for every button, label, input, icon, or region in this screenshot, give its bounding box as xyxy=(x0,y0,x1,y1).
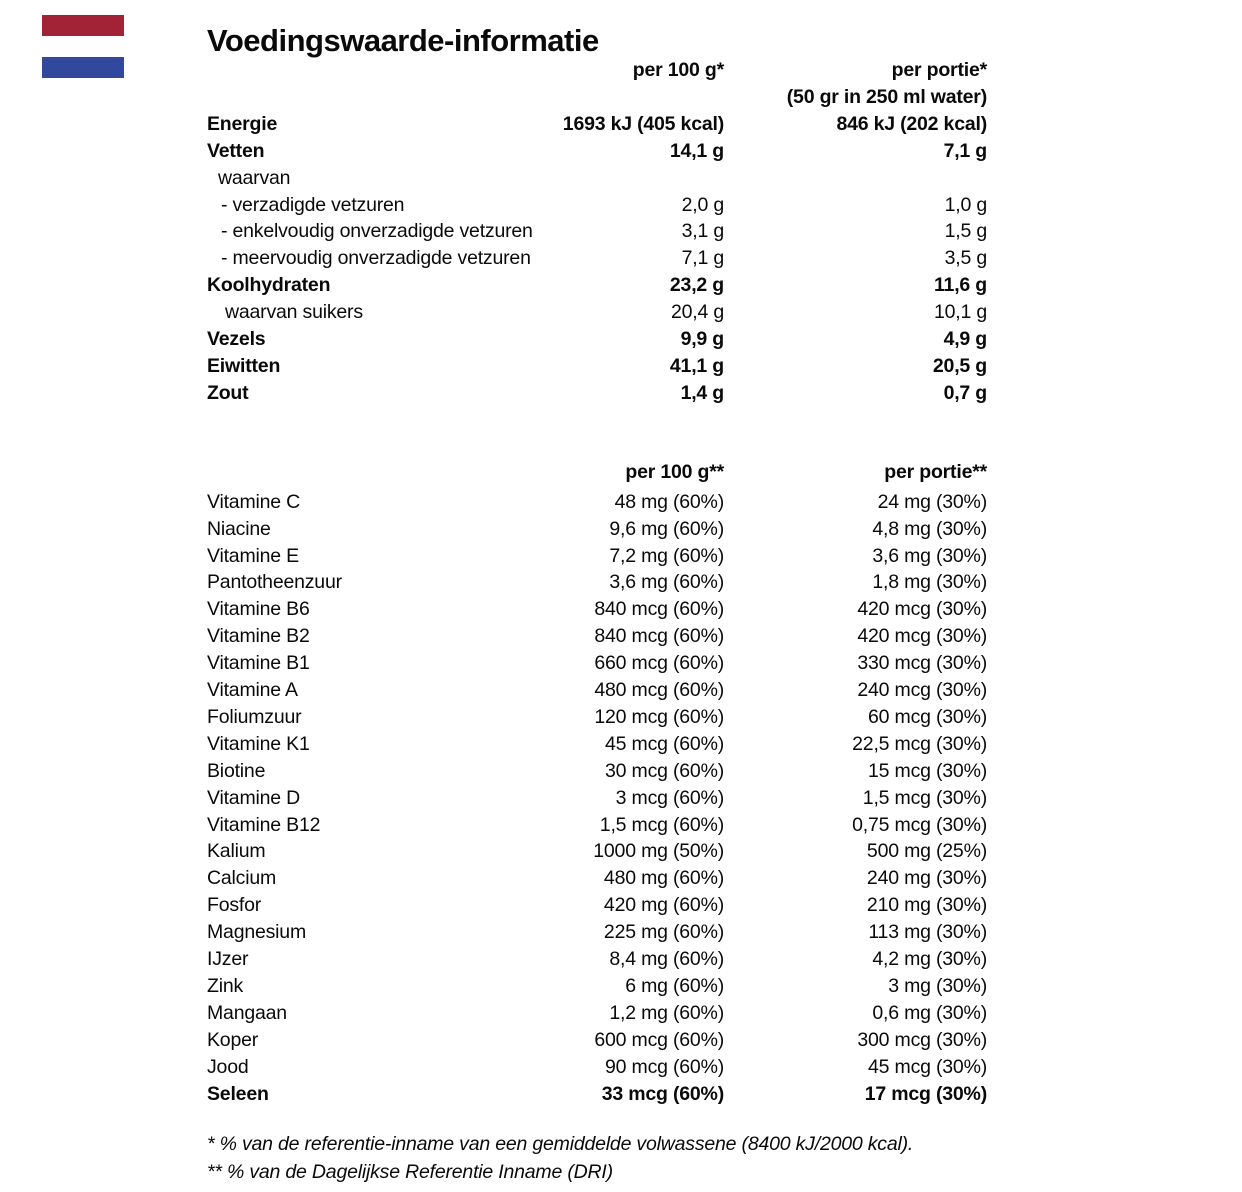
per-portie-value: 4,8 mg (30%) xyxy=(872,517,987,540)
header-spacer xyxy=(207,459,507,486)
footnote-reference-intake: * % van de referentie-inname van een gemiddelde volwassene (8400 kJ/2000 kcal). xyxy=(207,1132,914,1155)
per-100g-value: 7,2 mg (60%) xyxy=(609,544,724,567)
per-portie-value: 210 mg (30%) xyxy=(866,894,987,917)
per-portie-value: 20,5 g xyxy=(932,354,987,377)
nutrient-label: Vitamine K1 xyxy=(207,732,310,755)
nutrient-label: Koper xyxy=(207,1028,259,1051)
table-row xyxy=(207,516,987,543)
per-portie-value: 45 mcg (30%) xyxy=(868,1055,987,1078)
table-row xyxy=(207,380,987,407)
nutrient-label: Foliumzuur xyxy=(207,705,302,728)
table-row xyxy=(207,812,987,839)
micro-per-100g-header: per 100 g** xyxy=(625,460,724,483)
header-spacer xyxy=(207,57,507,84)
per-100g-value: 420 mg (60%) xyxy=(603,894,724,917)
table-row xyxy=(207,865,987,892)
nutrient-label: Vezels xyxy=(207,328,266,351)
per-100g-value: 600 mcg (60%) xyxy=(594,1028,724,1051)
nutrient-label: Vitamine B1 xyxy=(207,652,310,675)
per-100g-value: 3,6 mg (60%) xyxy=(609,571,724,594)
per-portie-value: 0,7 g xyxy=(943,381,987,404)
subheader-spacer xyxy=(207,84,507,111)
portion-size-note: (50 gr in 250 ml water) xyxy=(786,85,987,108)
table-row xyxy=(207,353,987,380)
table-row xyxy=(207,489,987,516)
per-100g-value: 7,1 g xyxy=(681,247,724,270)
per-portie-value: 10,1 g xyxy=(933,301,987,324)
per-portie-value: 1,5 g xyxy=(944,220,987,243)
per-portie-value: 330 mcg (30%) xyxy=(857,652,987,675)
table-row xyxy=(207,245,987,272)
flag-white-band xyxy=(42,36,124,57)
per-100g-value: 480 mg (60%) xyxy=(603,867,724,890)
per-100g-value: 20,4 g xyxy=(670,301,724,324)
table-row xyxy=(207,919,987,946)
per-portie-value: 17 mcg (30%) xyxy=(864,1082,987,1105)
per-portie-value: 1,5 mcg (30%) xyxy=(862,786,987,809)
macro-table-subheader-row xyxy=(207,84,987,111)
table-row xyxy=(207,731,987,758)
table-row xyxy=(207,543,987,570)
per-100g-value: 225 mg (60%) xyxy=(603,921,724,944)
nutrient-label: Eiwitten xyxy=(207,354,281,377)
table-row xyxy=(207,785,987,812)
per-100g-value: 45 mcg (60%) xyxy=(605,732,724,755)
per-portie-value: 300 mcg (30%) xyxy=(857,1028,987,1051)
table-row xyxy=(207,838,987,865)
per-100g-value: 840 mcg (60%) xyxy=(594,625,724,648)
per-portie-value: 420 mcg (30%) xyxy=(857,625,987,648)
per-portie-value: 4,9 g xyxy=(943,328,987,351)
per-100g-value: 23,2 g xyxy=(669,274,724,297)
per-100g-value: 840 mcg (60%) xyxy=(594,598,724,621)
per-portie-value: 500 mg (25%) xyxy=(866,840,987,863)
nutrient-label: Vitamine B12 xyxy=(207,813,321,836)
per-100g-value: 2,0 g xyxy=(681,193,724,216)
nutrient-label: Magnesium xyxy=(207,921,306,944)
nutrient-label: Vitamine A xyxy=(207,679,298,702)
per-100g-value: 90 mcg (60%) xyxy=(605,1055,724,1078)
nutrient-label: Calcium xyxy=(207,867,277,890)
nutrient-label: Kalium xyxy=(207,840,266,863)
per-100g-value: 1,5 mcg (60%) xyxy=(599,813,724,836)
per-100g-value: 3 mcg (60%) xyxy=(615,786,724,809)
per-100g-value: 480 mcg (60%) xyxy=(594,679,724,702)
per-portie-value: 4,2 mg (30%) xyxy=(872,948,987,971)
per-100g-value: 120 mcg (60%) xyxy=(594,705,724,728)
table-row xyxy=(207,326,987,353)
nutrient-label: Jood xyxy=(207,1055,249,1078)
footnotes xyxy=(207,1130,987,1186)
micro-table xyxy=(207,489,987,1108)
per-100g-value: 8,4 mg (60%) xyxy=(609,948,724,971)
nutrient-label: Vitamine B6 xyxy=(207,598,310,621)
per-100g-value: 14,1 g xyxy=(669,139,724,162)
table-row xyxy=(207,1000,987,1027)
nutrient-label: Vitamine D xyxy=(207,786,301,809)
nutrient-label: Vitamine C xyxy=(207,490,301,513)
nutrient-label: - meervoudig onverzadigde vetzuren xyxy=(221,247,531,270)
table-row xyxy=(207,596,987,623)
table-row xyxy=(207,677,987,704)
nutrient-label: - verzadigde vetzuren xyxy=(221,193,405,216)
micro-table-header-row xyxy=(207,459,987,486)
table-row xyxy=(207,623,987,650)
per-portie-value: 1,8 mg (30%) xyxy=(872,571,987,594)
per-portie-value: 22,5 mcg (30%) xyxy=(852,732,987,755)
macro-per-portie-header: per portie* xyxy=(891,59,987,81)
per-100g-value: 1693 kJ (405 kcal) xyxy=(562,112,724,135)
table-row xyxy=(207,569,987,596)
netherlands-flag-icon xyxy=(42,15,124,78)
subheader-spacer xyxy=(507,84,724,111)
per-portie-value: 3 mg (30%) xyxy=(888,975,987,997)
per-portie-value xyxy=(724,165,987,192)
nutrient-label: Biotine xyxy=(207,759,266,782)
table-row xyxy=(207,704,987,731)
table-row xyxy=(207,650,987,677)
per-portie-value: 0,75 mcg (30%) xyxy=(852,813,987,836)
per-portie-value: 1,0 g xyxy=(944,193,987,216)
table-row xyxy=(207,165,987,192)
nutrient-label: Fosfor xyxy=(207,894,262,917)
table-row xyxy=(207,892,987,919)
per-100g-value: 33 mcg (60%) xyxy=(601,1082,724,1105)
nutrient-label: Vitamine E xyxy=(207,544,299,567)
table-row xyxy=(207,946,987,973)
table-row xyxy=(207,973,987,1000)
table-row xyxy=(207,758,987,785)
per-100g-value: 1,4 g xyxy=(680,381,724,404)
per-100g-value: 660 mcg (60%) xyxy=(594,652,724,675)
nutrient-label: Niacine xyxy=(207,517,271,540)
macro-table-header-row xyxy=(207,57,987,84)
per-portie-value: 11,6 g xyxy=(933,274,987,297)
nutrient-label: IJzer xyxy=(207,948,249,971)
nutrient-label: Energie xyxy=(207,112,278,135)
per-100g-value: 3,1 g xyxy=(681,220,724,243)
table-row xyxy=(207,192,987,219)
per-portie-value: 240 mg (30%) xyxy=(866,867,987,890)
table-row xyxy=(207,272,987,299)
table-row xyxy=(207,1081,987,1108)
per-100g-value: 48 mg (60%) xyxy=(614,490,724,513)
nutrient-label: Koolhydraten xyxy=(207,274,331,297)
per-100g-value: 9,9 g xyxy=(680,328,724,351)
footnote-dri: ** % van de Dagelijkse Referentie Inname (DRI) xyxy=(207,1160,613,1183)
per-portie-value: 3,6 mg (30%) xyxy=(872,544,987,567)
per-portie-value: 60 mcg (30%) xyxy=(868,705,987,728)
nutrient-label: Vitamine B2 xyxy=(207,625,310,648)
per-100g-value: 1,2 mg (60%) xyxy=(609,1001,724,1024)
per-100g-value: 9,6 mg (60%) xyxy=(609,517,724,540)
per-100g-value xyxy=(507,165,724,192)
nutrient-label: Zink xyxy=(207,975,244,997)
table-row xyxy=(207,138,987,165)
macro-table xyxy=(207,111,987,407)
nutrition-label xyxy=(207,0,987,1186)
per-100g-value: 6 mg (60%) xyxy=(625,975,724,997)
flag-blue-band xyxy=(42,57,124,78)
nutrient-label: Pantotheenzuur xyxy=(207,571,342,594)
page-title: Voedingswaarde-informatie xyxy=(207,23,599,58)
per-portie-value: 846 kJ (202 kcal) xyxy=(836,112,987,135)
per-portie-value: 7,1 g xyxy=(943,139,987,162)
table-row xyxy=(207,1027,987,1054)
per-100g-value: 30 mcg (60%) xyxy=(605,759,724,782)
per-portie-value: 24 mg (30%) xyxy=(877,490,987,513)
table-row xyxy=(207,299,987,326)
per-portie-value: 3,5 g xyxy=(944,247,987,270)
nutrient-label: Zout xyxy=(207,381,249,404)
nutrient-label: waarvan suikers xyxy=(225,301,363,324)
nutrient-label: Seleen xyxy=(207,1082,269,1105)
nutrient-label: waarvan xyxy=(218,166,291,189)
nutrient-label: Mangaan xyxy=(207,1001,287,1024)
macro-per-100g-header: per 100 g* xyxy=(632,59,724,81)
per-portie-value: 113 mg (30%) xyxy=(868,921,987,944)
per-portie-value: 15 mcg (30%) xyxy=(868,759,987,782)
table-row xyxy=(207,218,987,245)
per-100g-value: 1000 mg (50%) xyxy=(593,840,724,863)
nutrient-label: Vetten xyxy=(207,139,265,162)
table-row xyxy=(207,1054,987,1081)
flag-red-band xyxy=(42,15,124,36)
per-portie-value: 0,6 mg (30%) xyxy=(872,1001,987,1024)
micro-per-portie-header: per portie** xyxy=(884,460,987,483)
per-100g-value: 41,1 g xyxy=(669,354,724,377)
table-row xyxy=(207,111,987,138)
nutrient-label: - enkelvoudig onverzadigde vetzuren xyxy=(221,220,533,243)
per-portie-value: 240 mcg (30%) xyxy=(857,679,987,702)
per-portie-value: 420 mcg (30%) xyxy=(857,598,987,621)
